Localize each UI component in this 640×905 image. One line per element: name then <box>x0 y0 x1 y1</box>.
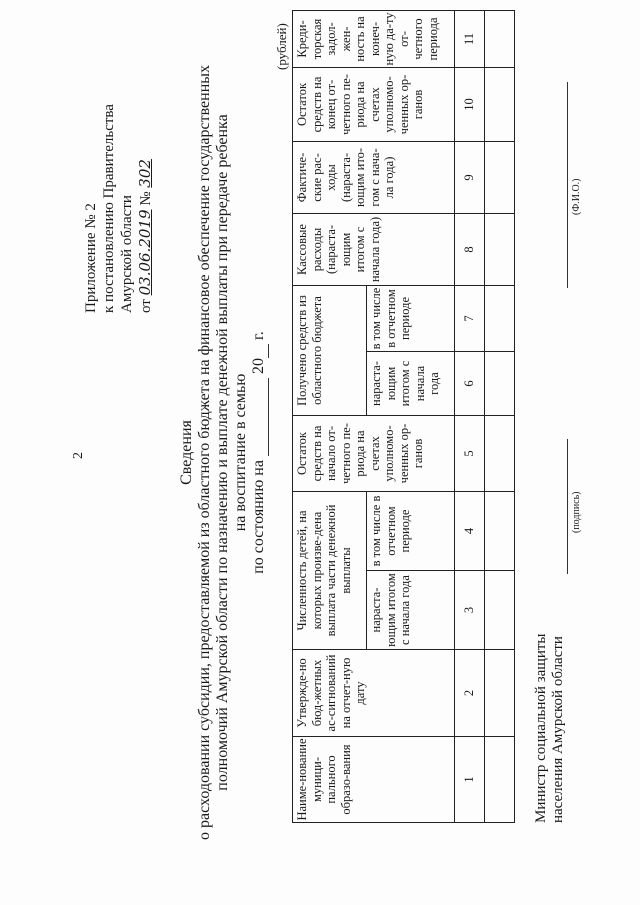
empty-data-row <box>485 10 515 822</box>
column-number: 9 <box>455 141 485 213</box>
column-number: 2 <box>455 650 485 737</box>
header-received-period: в том числе в отчетном периоде <box>367 285 455 351</box>
title-year: 20 <box>250 358 267 375</box>
expenditure-table <box>292 10 515 823</box>
title-line-4: на воспитание в семью <box>232 373 249 532</box>
column-number: 7 <box>455 285 485 351</box>
name-line <box>567 82 568 288</box>
appendix-line-1: Приложение № 2 <box>83 203 99 313</box>
column-number: 3 <box>455 571 485 650</box>
title-line-5 <box>250 0 269 905</box>
title-line-1: Сведения <box>178 420 195 485</box>
column-number-row <box>455 10 485 822</box>
appendix-date-prefix: от <box>138 299 154 313</box>
header-cash-expenses: Кассовые расходы (нараста-ющим итогом с начала года) <box>293 213 455 285</box>
signature-caption: (подпись) <box>571 491 582 533</box>
signature-line <box>567 439 568 574</box>
page-number: 2 <box>71 452 86 459</box>
title-date-suffix: г. <box>250 331 267 341</box>
column-number: 6 <box>455 352 485 416</box>
signature-block <box>533 634 567 824</box>
signature-line-1: Министр социальной защиты <box>533 633 549 823</box>
header-actual-expenses: Фактиче-ские рас-ходы (нараста-ющим ито-гом с нача-ла года) <box>293 141 455 213</box>
header-approved-allocations: Утвержде-но бюд-жетных ас-сигнований на отчет-ную дату <box>293 650 455 737</box>
document-title <box>178 0 269 905</box>
column-number: 10 <box>455 67 485 141</box>
appendix-block <box>82 104 155 313</box>
column-number: 11 <box>455 10 485 67</box>
header-children-cumulative: нараста-ющим итогом с начала года <box>367 571 455 650</box>
column-number: 1 <box>455 737 485 823</box>
title-line-3: полномочий Амурской области по назначению и выплате денежной выплаты при передаче ребенка <box>214 114 231 791</box>
header-received-cumulative: нараста-ющим итогом с начала года <box>367 352 455 416</box>
header-accounts-payable: Креди-торская задол-жен-ность на конеч-ную да-ту от-четного периода <box>293 10 455 67</box>
appendix-date-line <box>136 104 155 313</box>
header-municipality: Наиме-нование муници-пального образо-вания <box>293 737 455 823</box>
header-funds-received: Получено средств из областного бюджета <box>293 285 367 415</box>
title-line-2: о расходовании субсидии, предоставляемой из областного бюджета на финансовое обеспечение государственных <box>196 64 213 841</box>
column-number: 8 <box>455 213 485 285</box>
header-children-count: Численность детей, на которых произве-дена выплата части денежной выплаты <box>293 492 367 650</box>
appendix-number-prefix: № <box>138 191 154 206</box>
signature-line-2: населения Амурской области <box>550 636 566 823</box>
column-number: 4 <box>455 492 485 571</box>
header-opening-balance: Остаток средств на начало от-четного пе-риода на счетах уполномо-ченных ор-ганов <box>293 416 455 492</box>
units-label: (рублей) <box>274 23 289 70</box>
title-date-prefix: по состоянию на <box>250 460 267 574</box>
column-number: 5 <box>455 416 485 492</box>
appendix-line-2: к постановлению Правительства <box>101 104 117 313</box>
appendix-number-value: 302 <box>136 159 154 188</box>
header-closing-balance: Остаток средств на конец от-четного пе-риода на счетах уполномо-ченных ор-ганов <box>293 67 455 141</box>
header-children-period: в том числе в отчетном периоде <box>367 492 455 571</box>
appendix-date-value: 03.06.2019 <box>136 209 154 296</box>
name-caption: (Ф.И.О.) <box>571 178 582 215</box>
appendix-line-3: Амурской области <box>119 195 135 313</box>
